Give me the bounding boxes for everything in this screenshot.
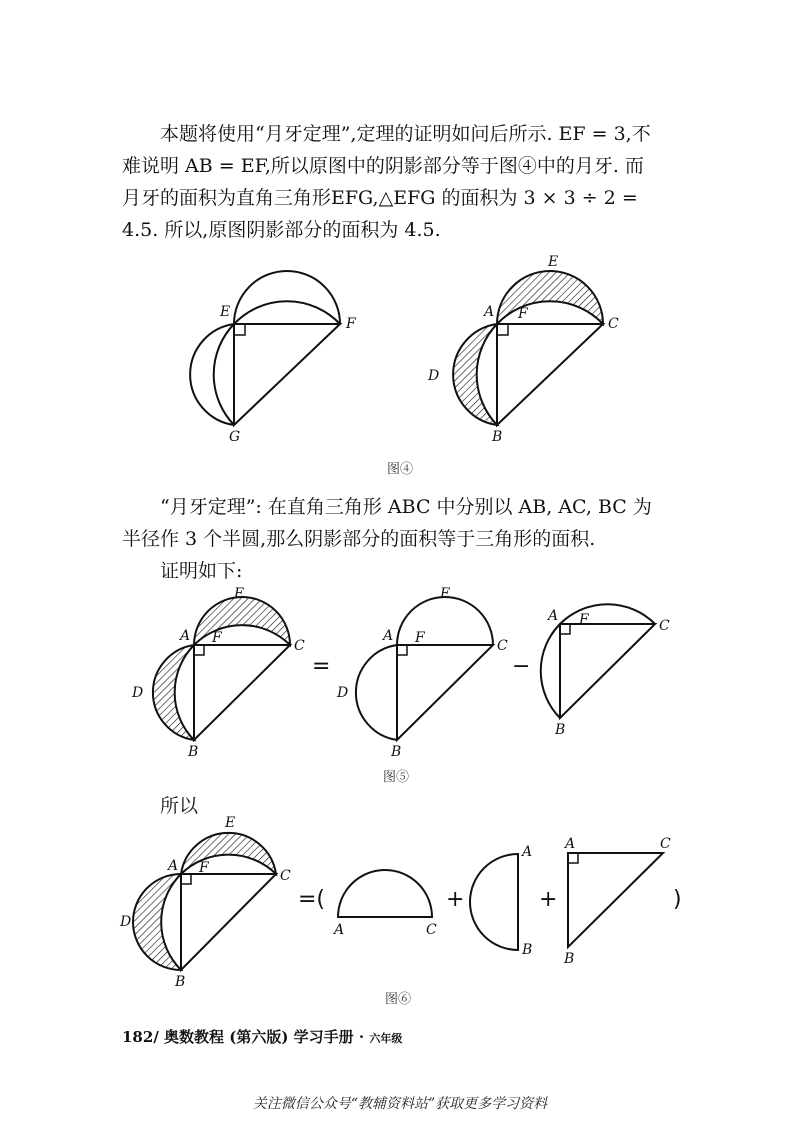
label-C: C bbox=[426, 922, 437, 938]
label-B: B bbox=[188, 744, 199, 760]
text-line: 4.5. 所以,原图阴影部分的面积为 4.5. bbox=[122, 219, 441, 241]
figure-4-caption: 图④ bbox=[387, 462, 414, 477]
label-A: A bbox=[334, 922, 345, 938]
page-footer bbox=[122, 1026, 402, 1047]
text-line: 月牙的面积为直角三角形EFG,△EFG 的面积为 3 × 3 ÷ 2 = bbox=[122, 187, 638, 209]
label-C: C bbox=[497, 638, 508, 654]
figure-4-left bbox=[190, 271, 340, 425]
label-C: C bbox=[660, 836, 671, 852]
book-title: 奥数教程 (第六版) 学习手册 bbox=[164, 1028, 354, 1046]
paragraph-theorem bbox=[122, 491, 682, 587]
figure-5-arcs bbox=[356, 597, 493, 740]
label-D: D bbox=[428, 368, 440, 384]
text-line: 本题将使用“月牙定理”,定理的证明如问后所示. EF = 3,不 bbox=[160, 123, 651, 145]
plus-sign: + bbox=[539, 887, 558, 912]
label-C: C bbox=[659, 618, 670, 634]
label-B: B bbox=[564, 951, 575, 967]
figure-6-diagram bbox=[0, 810, 800, 990]
label-F: F bbox=[346, 316, 356, 332]
figure-5-diagram bbox=[0, 580, 800, 760]
label-C: C bbox=[608, 316, 619, 332]
equals-sign: = bbox=[312, 654, 331, 679]
equals-open-paren: =( bbox=[298, 887, 326, 912]
label-E: E bbox=[225, 815, 236, 831]
label-F: F bbox=[415, 630, 425, 646]
figure-4-right bbox=[453, 271, 603, 425]
figure-6-triangle bbox=[568, 853, 663, 947]
figure-6-shaded bbox=[133, 833, 276, 970]
label-D: D bbox=[132, 685, 144, 701]
label-F: F bbox=[212, 630, 222, 646]
label-C: C bbox=[280, 868, 291, 884]
label-E: E bbox=[440, 586, 451, 602]
minus-sign: − bbox=[512, 654, 531, 679]
figure-6-caption: 图⑥ bbox=[385, 992, 412, 1007]
label-G: G bbox=[229, 429, 241, 445]
label-A: A bbox=[565, 836, 576, 852]
label-B: B bbox=[522, 942, 533, 958]
text-line: 所以 bbox=[160, 795, 199, 817]
label-D: D bbox=[120, 914, 132, 930]
label-F: F bbox=[518, 306, 528, 322]
footer-dot: · bbox=[353, 1028, 370, 1046]
label-F: F bbox=[199, 860, 209, 876]
label-A: A bbox=[168, 858, 179, 874]
figure-5-shaded bbox=[153, 597, 290, 740]
text-line: 半径作 3 个半圆,那么阴影部分的面积等于三角形的面积. bbox=[122, 528, 596, 550]
page-number: 182 bbox=[122, 1028, 154, 1046]
label-F: F bbox=[579, 612, 589, 628]
label-B: B bbox=[555, 722, 566, 738]
label-A: A bbox=[383, 628, 394, 644]
footer-separator: / bbox=[153, 1028, 165, 1046]
figure-5-caption: 图⑤ bbox=[383, 770, 410, 785]
label-A: A bbox=[484, 304, 495, 320]
label-E: E bbox=[220, 304, 231, 320]
text-line: 证明如下: bbox=[160, 560, 243, 582]
label-E: E bbox=[234, 586, 245, 602]
close-paren: ) bbox=[673, 887, 682, 912]
figure-6-semicircle-ab bbox=[470, 854, 518, 950]
paragraph-intro bbox=[122, 118, 682, 246]
label-A: A bbox=[548, 608, 559, 624]
label-A: A bbox=[180, 628, 191, 644]
text-line: 难说明 AB = EF,所以原图中的阴影部分等于图④中的月牙. 而 bbox=[122, 155, 644, 177]
label-C: C bbox=[294, 638, 305, 654]
plus-sign: + bbox=[446, 887, 465, 912]
label-D: D bbox=[337, 685, 349, 701]
figure-4-diagram bbox=[0, 248, 800, 448]
label-B: B bbox=[391, 744, 402, 760]
grade-label: 六年级 bbox=[369, 1032, 403, 1045]
label-B: B bbox=[175, 974, 186, 990]
label-B: B bbox=[492, 429, 503, 445]
label-E: E bbox=[548, 254, 559, 270]
bottom-note: 关注微信公众号“教辅资料站”获取更多学习资料 bbox=[252, 1096, 548, 1112]
label-A: A bbox=[522, 844, 533, 860]
figure-6-semicircle-ac bbox=[338, 870, 432, 917]
text-line: “月牙定理”: 在直角三角形 ABC 中分别以 AB, AC, BC 为 bbox=[160, 496, 652, 518]
